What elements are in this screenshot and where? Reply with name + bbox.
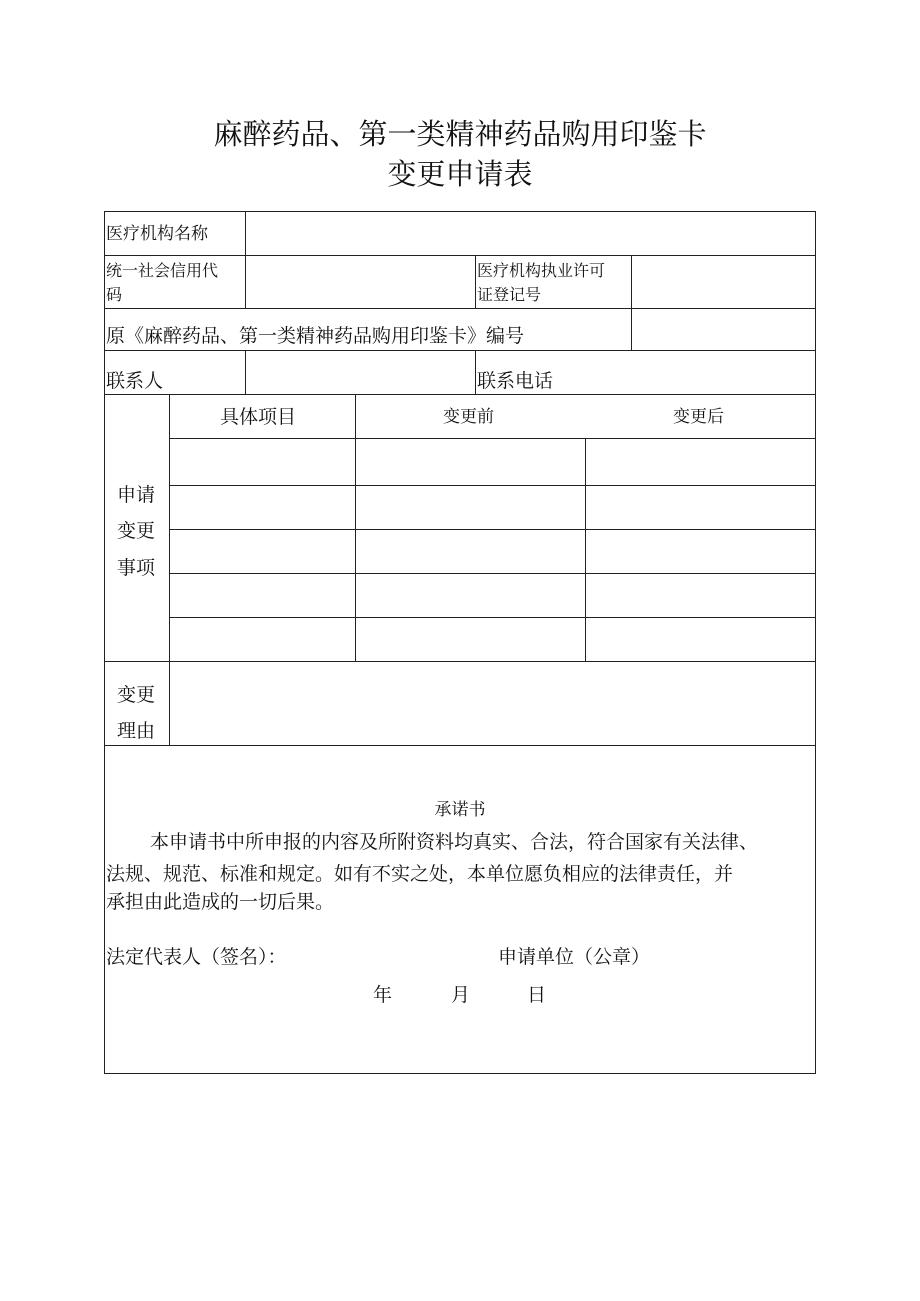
- license-label-line-2: 证登记号: [477, 285, 542, 304]
- pledge-text-line-3: 承担由此造成的一切后果。: [106, 891, 335, 913]
- change-items-label-line-3: 事项: [117, 557, 156, 579]
- column-header-after: 变更后: [673, 407, 724, 427]
- contact-person-label: 联系人: [106, 370, 164, 392]
- credit-code-label-line-2: 码: [106, 285, 123, 304]
- change-row-5-item[interactable]: [173, 626, 351, 656]
- row-divider: [169, 573, 816, 574]
- original-card-number-label: 原《麻醉药品、第一类精神药品购用印鉴卡》编号: [106, 325, 525, 347]
- contact-phone-label: 联系电话: [477, 370, 554, 392]
- change-row-5-before[interactable]: [359, 626, 581, 656]
- row-divider: [104, 745, 816, 746]
- form-title-line-2: 变更申请表: [387, 157, 533, 191]
- applicant-seal-label: 申请单位（公章）: [498, 946, 651, 968]
- row-divider: [104, 661, 816, 662]
- date-day-label: 日: [527, 984, 547, 1006]
- change-row-1-before[interactable]: [359, 450, 581, 480]
- credit-code-field[interactable]: [247, 257, 474, 307]
- pledge-heading: 承诺书: [434, 800, 486, 820]
- col-divider: [169, 394, 170, 746]
- row-divider: [169, 485, 816, 486]
- change-items-label-line-1: 申请: [117, 484, 156, 506]
- reason-field[interactable]: [171, 663, 815, 744]
- change-row-3-item[interactable]: [173, 538, 351, 568]
- col-divider: [245, 211, 246, 309]
- col-divider: [475, 255, 476, 309]
- change-row-2-after[interactable]: [589, 494, 811, 524]
- license-field[interactable]: [633, 257, 815, 307]
- form-title-line-1: 麻醉药品、第一类精神药品购用印鉴卡: [213, 117, 707, 151]
- row-divider: [169, 529, 816, 530]
- reason-label-line-2: 理由: [117, 720, 156, 742]
- change-row-4-after[interactable]: [589, 582, 811, 612]
- change-row-4-item[interactable]: [173, 582, 351, 612]
- legal-representative-signature-label: 法定代表人（签名）：: [106, 946, 287, 968]
- change-row-3-before[interactable]: [359, 538, 581, 568]
- change-row-1-after[interactable]: [589, 450, 811, 480]
- date-month-label: 月: [451, 984, 471, 1006]
- col-divider: [631, 255, 632, 350]
- change-row-2-before[interactable]: [359, 494, 581, 524]
- col-divider: [245, 350, 246, 395]
- change-row-1-item[interactable]: [173, 450, 351, 480]
- change-row-5-after[interactable]: [589, 626, 811, 656]
- contact-person-field[interactable]: [247, 352, 474, 393]
- change-items-label-line-2: 变更: [117, 520, 156, 542]
- column-header-before: 变更前: [443, 407, 494, 427]
- pledge-text-line-1: 本申请书中所申报的内容及所附资料均真实、合法，符合国家有关法律、: [150, 831, 759, 853]
- reason-label-line-1: 变更: [117, 684, 156, 706]
- column-header-item: 具体项目: [220, 406, 297, 428]
- change-row-2-item[interactable]: [173, 494, 351, 524]
- institution-name-label: 医疗机构名称: [106, 224, 208, 244]
- license-label-line-1: 医疗机构执业许可: [477, 261, 606, 280]
- row-divider: [104, 394, 816, 395]
- row-divider: [104, 308, 816, 309]
- original-card-number-field[interactable]: [633, 310, 815, 349]
- row-divider: [169, 438, 816, 439]
- date-year-label: 年: [373, 984, 393, 1006]
- change-row-4-before[interactable]: [359, 582, 581, 612]
- institution-name-field[interactable]: [247, 213, 814, 254]
- row-divider: [104, 350, 816, 351]
- row-divider: [104, 255, 816, 256]
- col-divider: [475, 350, 476, 395]
- col-divider: [355, 394, 356, 662]
- pledge-text-line-2: 法规、规范、标准和规定。如有不实之处，本单位愿负相应的法律责任，并: [106, 863, 734, 885]
- row-divider: [169, 617, 816, 618]
- credit-code-label-line-1: 统一社会信用代: [106, 261, 219, 280]
- col-divider: [585, 438, 586, 662]
- change-row-3-after[interactable]: [589, 538, 811, 568]
